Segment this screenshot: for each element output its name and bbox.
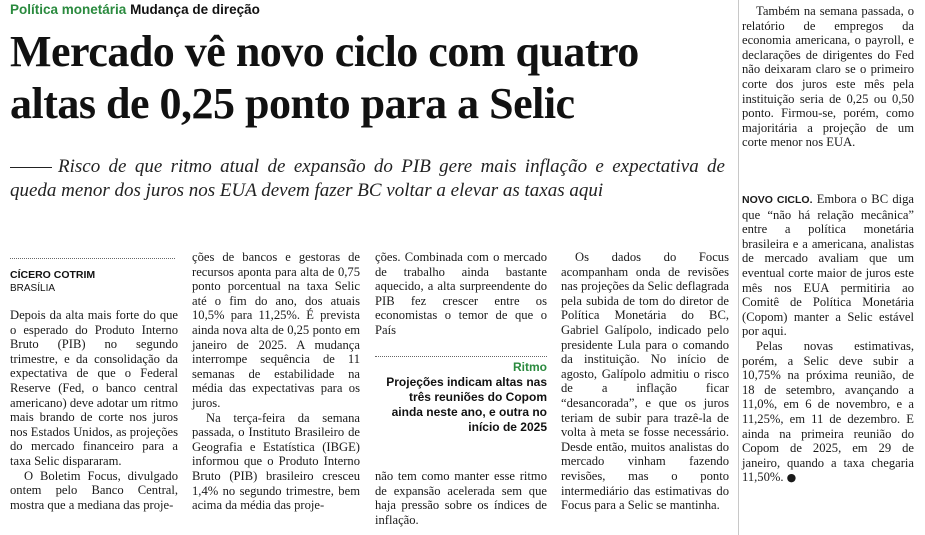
byline-place: BRASÍLIA — [10, 283, 56, 294]
byline-rule — [10, 258, 175, 259]
paragraph — [742, 339, 914, 486]
paragraph — [742, 192, 914, 339]
article-column-1 — [10, 308, 178, 512]
section-lead-in: NOVO CICLO. — [742, 194, 813, 206]
column-divider — [738, 0, 739, 535]
topic-label: Mudança de direção — [130, 2, 260, 17]
paragraph: Depois da alta mais forte do que o esperado do Produto Interno Bruto (PIB) no segundo trimestre, e da consolidação da expectativa de que o Federal Reserve (Fed, o banco central americano) deve adotar um ritmo mais brando de corte nos juros nos Estados Unidos, as projeções do mercado financeiro para a taxa Selic dispararam. — [10, 308, 178, 468]
article-column-2 — [192, 250, 360, 513]
pull-quote-label: Ritmo — [513, 360, 547, 374]
dek-text: Risco de que ritmo atual de expansão do PIB gere mais inflação e expectativa de queda menor dos juros nos EUA devem fazer BC voltar a elevar as taxas aqui — [10, 156, 725, 201]
paragraph: O Boletim Focus, divulgado ontem pelo Banco Central, mostra que a mediana das proje- — [10, 468, 178, 512]
headline: Mercado vê novo ciclo com quatro altas de 0,25 ponto para a Selic — [10, 27, 639, 128]
byline-author[interactable]: CÍCERO COTRIM — [10, 269, 96, 281]
end-mark-icon: ● — [786, 471, 797, 485]
article-column-4 — [561, 250, 729, 513]
paragraph: Na terça-feira da semana passada, o Instituto Brasileiro de Geografia e Estatística (IBGE) informou que o Produto Interno Bruto (PIB) brasileiro cresceu 1,4% no segundo trimestre, bem acima da média das proje- — [192, 410, 360, 513]
kicker — [10, 2, 260, 17]
section-label[interactable]: Política monetária — [10, 2, 127, 17]
dek — [10, 155, 725, 203]
pull-quote-text: Projeções indicam altas nas três reuniões do Copom ainda neste ano, e outra no início de 2025 — [386, 375, 547, 434]
paragraph: Os dados do Focus acompanham onda de revisões nas projeções da Selic deflagrada pela subida de tom do diretor de Política Monetária do BC, Gabriel Galípolo, indicado pelo presidente Lula para o comando da instituição. No início de agosto, Galípolo admitiu o risco de a inflação ficar “desancorada”, e que os juros teriam de subir para trazê-la de volta à meta se fosse necessário. Desde então, muitos analistas do mercado vinham fazendo revisões, mas o ponto intermediário das estimativas do Focus para a Selic se mantinha. — [561, 250, 729, 513]
article-column-5-continued — [742, 192, 914, 486]
paragraph: não tem como manter esse ritmo de expansão acelerada sem que haja pressão sobre os índices de inflação. — [375, 469, 547, 527]
paragraph: Também na semana passada, o relatório de empregos da economia americana, o payroll, e declarações de dirigentes do Fed não deixaram claro se o primeiro corte dos juros este mês pela instituição seria de 0,25 ou 0,50 ponto. Firmou-se, porém, como majoritária a projeção de um corte menor nos EUA. — [742, 4, 914, 150]
pull-quote — [375, 356, 547, 435]
paragraph: ções. Combinada com o mercado de trabalho ainda bastante aquecido, a alta surpreendente do PIB fez crescer entre os economistas o temor de que o País — [375, 250, 547, 337]
article-column-3 — [375, 250, 547, 338]
paragraph: ções de bancos e gestoras de recursos aponta para alta de 0,75 ponto porcentual na taxa Selic até o fim do ano, dos atuais 10,5% para 11,25%. É prevista ainda nova alta de 0,25 ponto em janeiro de 2025. A mudança interrompe sequência de 11 semanas de estabilidade na média das expectativas para os juros. — [192, 250, 360, 410]
article-column-3-continued — [375, 469, 547, 527]
dek-rule — [10, 167, 52, 168]
paragraph-text: Embora o BC diga que “não há relação mecânica” entre a política monetária brasileira e a americana, analistas de mercado avaliam que um eventual corte maior de juros este mês nos EUA permitiria ao Comitê de Política Monetária (Copom) manter a Selic estável por aqui. — [742, 192, 915, 339]
paragraph-text: Pelas novas estimativas, porém, a Selic deve subir a 10,75% na próxima reunião, de 18 de setembro, avançando a 11,0%, em 6 de novembro, e a 11,25%, em 11 de dezembro. E ainda na primeira reunião do Copom de 2025, em 29 de janeiro, quando a taxa chegaria 11,50%. — [742, 338, 914, 485]
article-column-5 — [742, 4, 914, 150]
byline — [10, 269, 175, 295]
